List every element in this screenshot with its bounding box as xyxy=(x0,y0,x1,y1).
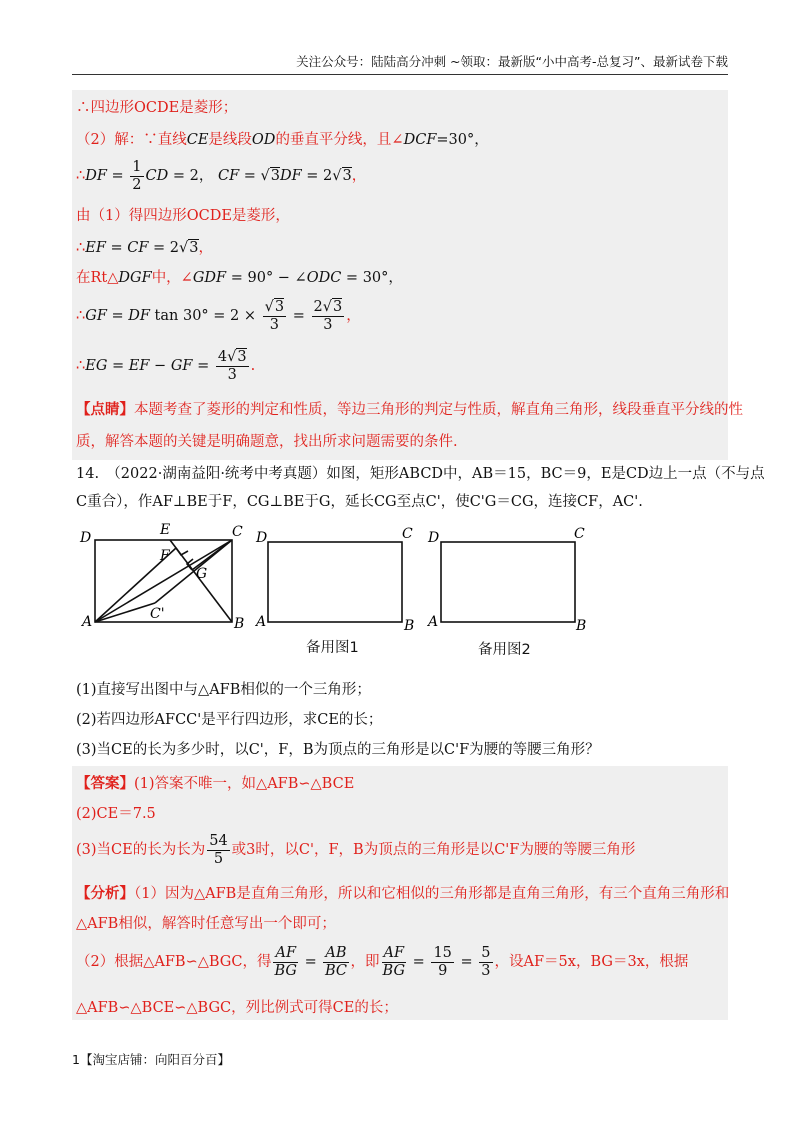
dianjing-line-1: 【点睛】本题考查了菱形的判定和性质，等边三角形的判定与性质，解直角三角形，线段垂直平分线的性 xyxy=(76,401,743,418)
analysis-line-2: △AFB相似，解答时任意写出一个即可； xyxy=(76,916,336,932)
solution-line-3: ∴DF = $\frac{1}{2}$ CD = 2， CF = √3DF = 2√3， xyxy=(76,158,367,193)
solution-line-4: 由（1）得四边形OCDE是菱形， xyxy=(76,208,290,224)
backup1-label-c: C xyxy=(402,526,413,542)
segment-ac-prime xyxy=(95,603,155,622)
solution-line-7: ∴GF = DF tan 30° = 2 × $\frac{√3}{3}$ = $\frac{2√3}{3}$ ， xyxy=(76,298,361,333)
backup1-label-b: B xyxy=(404,618,415,634)
question-1: (1)直接写出图中与△AFB相似的一个三角形； xyxy=(76,682,371,698)
analysis-line-1: 【分析】（1）因为△AFB是直角三角形，所以和它相似的三角形都是直角三角形，有三个直角三角形和 xyxy=(76,885,730,902)
backup1-label-d: D xyxy=(256,530,268,546)
label-a: A xyxy=(82,614,93,630)
backup2-label-a: A xyxy=(428,614,439,630)
solution-line-1: ∴四边形OCDE是菱形； xyxy=(76,100,238,116)
label-c: C xyxy=(232,524,243,540)
caption-backup-2: 备用图2 xyxy=(478,642,531,658)
page-header xyxy=(72,52,728,75)
answer-line-3: (3)当CE的长为长为 $\frac{54}{5}$ 或3时，以C'，F，B为顶点的三角形是以C'F为腰的等腰三角形 xyxy=(76,832,636,867)
label-b: B xyxy=(234,616,245,632)
dianjing-line-2: 质，解答本题的关键是明确题意，找出所求问题需要的条件. xyxy=(76,434,458,450)
analysis-line-3: （2）根据△AFB∽△BGC，得 $\frac{AF}{BG}$ = $\frac{AB}{BC}$ ，即 $\frac{AF}{BG}$ = $\frac{15}{9}$ = $\frac{5}{3}$ ，设AF＝5x，BG＝3x，根据 xyxy=(76,944,689,979)
label-c-prime: C' xyxy=(150,606,165,622)
label-f: F xyxy=(160,548,170,564)
analysis-line-4: △AFB∽△BCE∽△BGC，列比例式可得CE的长； xyxy=(76,1000,398,1016)
solution-line-8: ∴EG = EF − GF = $\frac{4√3}{3}$ . xyxy=(76,348,256,383)
backup2-label-c: C xyxy=(574,526,585,542)
backup2-label-d: D xyxy=(428,530,440,546)
backup2-label-b: B xyxy=(576,618,587,634)
backup1-label-a: A xyxy=(256,614,267,630)
label-e: E xyxy=(160,522,171,538)
answer-line-2: (2)CE＝7.5 xyxy=(76,806,156,822)
problem-line-2: C重合），作AF⊥BE于F，CG⊥BE于G，延长CG至点C'，使C'G＝CG，连接CF，AC'. xyxy=(76,494,643,510)
problem-line-1: 14. （2022·湖南益阳·统考中考真题）如图，矩形ABCD中，AB＝15，BC＝9，E是CD边上一点（不与点 xyxy=(76,466,765,482)
label-d: D xyxy=(80,530,92,546)
question-2: (2)若四边形AFCC'是平行四边形，求CE的长； xyxy=(76,712,383,728)
question-3: (3)当CE的长为多少时，以C'，F，B为顶点的三角形是以C'F为腰的等腰三角形？ xyxy=(76,742,600,758)
geometry-figures xyxy=(0,518,800,678)
backup-rect-2 xyxy=(441,542,575,622)
solution-line-2: （2）解：∵直线CE是线段OD的垂直平分线，且∠DCF=30°， xyxy=(76,132,489,148)
page-footer: 1【淘宝店铺：向阳百分百】 xyxy=(72,1052,230,1067)
backup-rect-1 xyxy=(268,542,402,622)
answer-line-1: 【答案】(1)答案不唯一，如△AFB∽△BCE xyxy=(76,775,355,792)
label-g: G xyxy=(196,566,208,582)
solution-line-5: ∴EF = CF = 2√3， xyxy=(76,240,213,256)
solution-line-6: 在Rt△DGF中，∠GDF = 90° − ∠ODC = 30°， xyxy=(76,270,403,286)
header-text: 关注公众号：陆陆高分冲刺 ~领取：最新版“小中高考-总复习”、最新试卷下载 xyxy=(296,54,728,69)
caption-backup-1: 备用图1 xyxy=(306,640,359,656)
